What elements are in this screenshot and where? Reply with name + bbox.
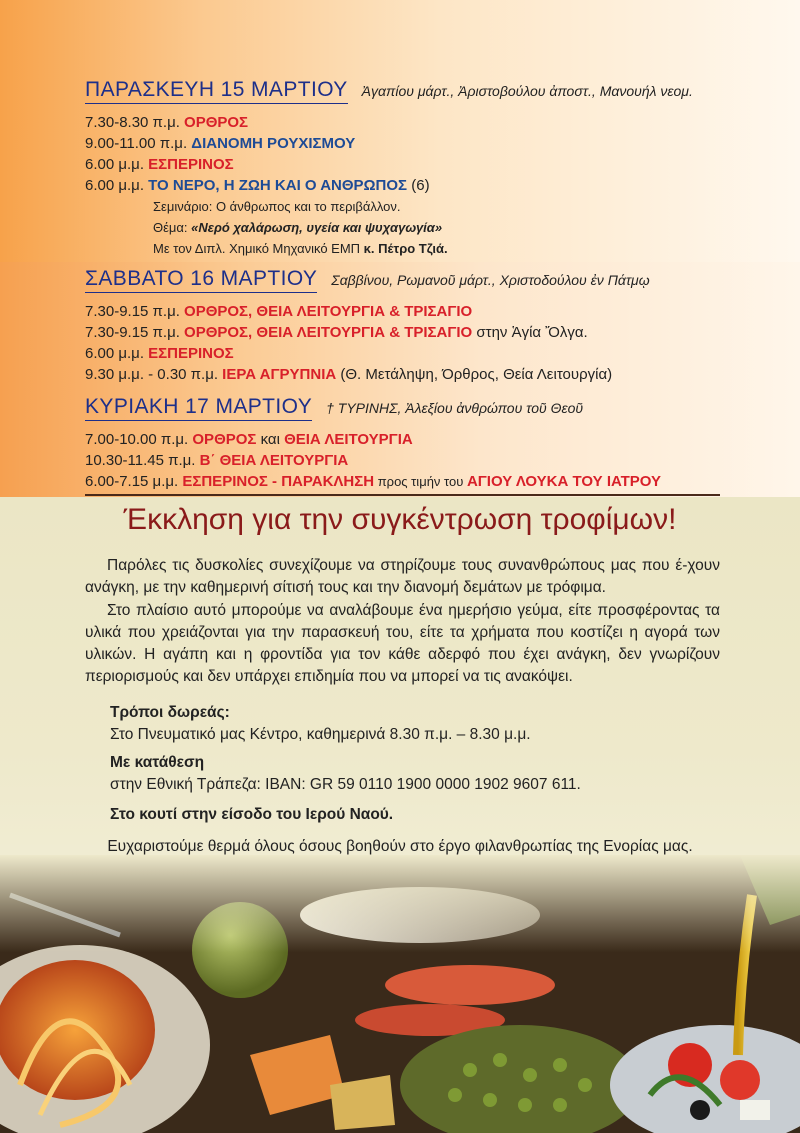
schedule-line: 7.30-9.15 π.μ. ΟΡΘΡΟΣ, ΘΕΙΑ ΛΕΙΤΟΥΡΓΙΑ & ΤΡΙΣΑΓΙΟ στην Ἁγία Ὄλγα.: [85, 324, 588, 341]
schedule-line: 9.30 μ.μ. - 0.30 π.μ. ΙΕΡΑ ΑΓΡΥΠΝΙΑ (Θ. Μετάληψη, Όρθρος, Θεία Λειτουργία): [85, 366, 613, 383]
deposit-label: Με κατάθεση: [110, 754, 205, 771]
schedule-line: 9.00-11.00 π.μ. ΔΙΑΝΟΜΗ ΡΟΥΧΙΣΜΟΥ: [85, 135, 356, 152]
saturday-schedule: [85, 267, 785, 385]
appeal-paragraph-1: Παρόλες τις δυσκολίες συνεχίζουμε να στηρίζουμε τους συνανθρώπους μας που έ-χουν ανάγκη, με την καθημερινή σίτισή τους και την διανομή δεμάτων με τρόφιμα.: [85, 557, 720, 596]
schedule-line: 7.30-8.30 π.μ. ΟΡΘΡΟΣ: [85, 114, 249, 131]
box-label: Στο κουτί στην είσοδο του Ιερού Ναού.: [110, 806, 394, 823]
schedule-line: 6.00 μ.μ. ΤΟ ΝΕΡΟ, Η ΖΩΗ ΚΑΙ Ο ΑΝΘΡΩΠΟΣ (6): [85, 177, 430, 194]
section-divider: [85, 494, 720, 496]
thanks-line: Ευχαριστούμε θερμά όλους όσους βοηθούν στο έργο φιλανθρωπίας της Ενορίας μας.: [107, 838, 693, 855]
friday-schedule: [85, 78, 785, 259]
schedule-line: 6.00 μ.μ. ΕΣΠΕΡΙΝΟΣ: [85, 345, 234, 362]
day-title: ΚΥΡΙΑΚΗ 17 ΜΑΡΤΙΟΥ: [85, 395, 312, 421]
schedule-line: 7.30-9.15 π.μ. ΟΡΘΡΟΣ, ΘΕΙΑ ΛΕΙΤΟΥΡΓΙΑ & ΤΡΙΣΑΓΙΟ: [85, 303, 473, 320]
day-header: [85, 267, 785, 293]
schedule-line: 10.30-11.45 π.μ. Β΄ ΘΕΙΑ ΛΕΙΤΟΥΡΓΙΑ: [85, 452, 349, 469]
schedule-line: 7.00-10.00 π.μ. ΟΡΘΡΟΣ και ΘΕΙΑ ΛΕΙΤΟΥΡΓΙΑ: [85, 431, 413, 448]
day-saints: Ἀγαπίου μάρτ., Ἀριστοβούλου ἀποστ., Μανουήλ νεομ.: [361, 83, 693, 99]
day-saints: Σαββίνου, Ρωμανοῦ μάρτ., Χριστοδούλου ἐν Πάτμῳ: [331, 272, 650, 288]
donation-ways-label: Τρόποι δωρεάς:: [110, 704, 230, 721]
speaker-line: Με τον Διπλ. Χημικό Μηχανικό ΕΜΠ κ. Πέτρο Τζιά.: [153, 241, 448, 256]
schedule-line: 6.00-7.15 μ.μ. ΕΣΠΕΡΙΝΟΣ - ΠΑΡΑΚΛΗΣΗ προς τιμήν του ΑΓΙΟΥ ΛΟΥΚΑ ΤΟΥ ΙΑΤΡΟΥ: [85, 473, 661, 490]
deposit-iban: στην Εθνική Τράπεζα: IBAN: GR 59 0110 1900 0000 1902 9607 611.: [110, 776, 581, 793]
theme-line: Θέμα: «Νερό χαλάρωση, υγεία και ψυχαγωγία»: [153, 220, 443, 235]
sunday-schedule: [85, 395, 785, 492]
day-title: ΣΑΒΒΑΤΟ 16 ΜΑΡΤΙΟΥ: [85, 267, 317, 293]
donation-ways-text: Στο Πνευματικό μας Κέντρο, καθημερινά 8.30 π.μ. – 8.30 μ.μ.: [110, 726, 531, 743]
day-title: ΠΑΡΑΣΚΕΥΗ 15 ΜΑΡΤΙΟΥ: [85, 78, 348, 104]
schedule-line: 6.00 μ.μ. ΕΣΠΕΡΙΝΟΣ: [85, 156, 234, 173]
day-saints: † ΤΥΡΙΝΗΣ, Ἀλεξίου ἀνθρώπου τοῦ Θεοῦ: [326, 400, 584, 416]
food-collage-image: [0, 855, 800, 1133]
seminar-line: Σεμινάριο: Ο άνθρωπος και το περιβάλλον.: [153, 199, 401, 214]
appeal-title: Έκκληση για την συγκέντρωση τροφίμων!: [123, 503, 677, 536]
appeal-paragraph-2: Στο πλαίσιο αυτό μπορούμε να αναλάβουμε ένα ημερήσιο γεύμα, είτε προσφέροντας τα υλικά που χρειάζονται για την παρασκευή του, είτε τα χρήματα που κοστίζει η αγορά των υλικών. Η αγάπη και η φροντίδα για τον κάθε αδερφό που έχει ανάγκη, δεν γνωρίζουν περιορισμούς και δεν υπάρχει επιδημία που να μπορεί να τις ανακόψει.: [85, 602, 720, 685]
day-header: [85, 395, 785, 421]
day-header: [85, 78, 785, 104]
